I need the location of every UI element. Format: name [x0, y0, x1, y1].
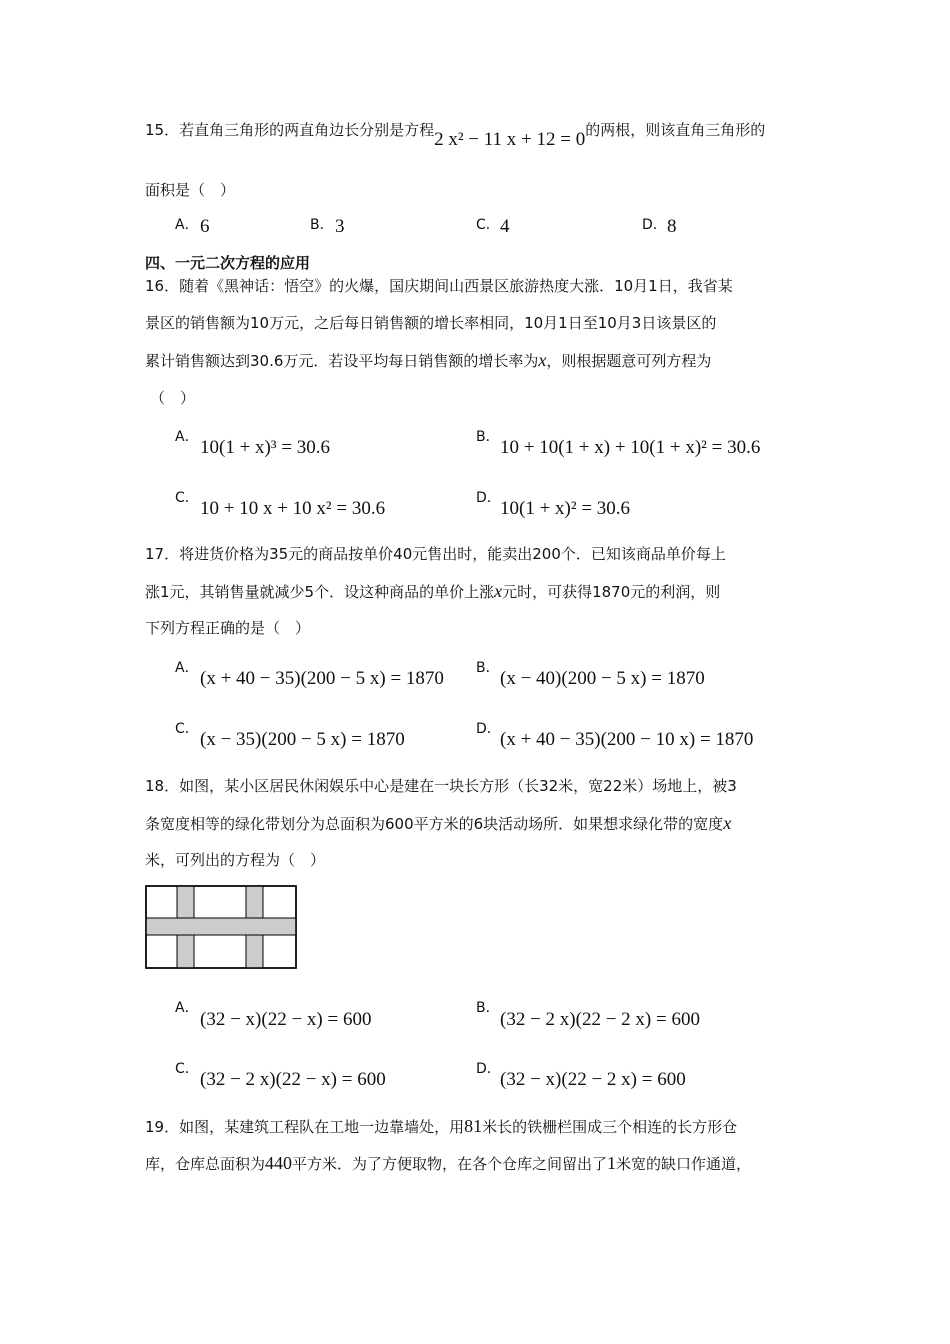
q18-option-b-label: B． [476, 1000, 500, 1016]
q19-line1-b: 米长的铁栅栏围成三个相连的长方形仓 [482, 1118, 738, 1136]
q16-option-c-label: C． [175, 490, 199, 506]
q17-line2-post: 元时，可获得1870元的利润，则 [502, 583, 721, 601]
q18-line1: 18．如图，某小区居民休闲娱乐中心是建在一块长方形（长32米，宽22米）场地上，被3 [145, 777, 737, 795]
q17-option-c-label: C． [175, 721, 199, 737]
q15-equation: 2 x² − 11 x + 12 = 0 [434, 129, 586, 150]
q16-line2: 景区的销售额为10万元，之后每日销售额的增长率相同，10月1日至10月3日该景区的 [145, 314, 717, 332]
q17-line3: 下列方程正确的是（ ） [145, 619, 311, 637]
q15-option-a-label: A． [175, 217, 199, 233]
q16-line3-pre: 累计销售额达到30.6万元．若设平均每日销售额的增长率为 [145, 352, 539, 370]
q19-line2 [145, 1153, 751, 1174]
q19-line2-b: 平方米．为了方便取物，在各个仓库之间留出了 [292, 1155, 608, 1173]
q15-line1 [145, 120, 766, 150]
q16-option-a-label: A． [175, 429, 199, 445]
q18-option-c-label: C． [175, 1061, 199, 1077]
q18-option-a-label: A． [175, 1000, 199, 1016]
q15-option-c-label: C． [476, 217, 500, 233]
q17-option-c: (x − 35)(200 − 5 x) = 1870 [200, 729, 405, 750]
q19-line1-a: 19．如图，某建筑工程队在工地一边靠墙处，用 [145, 1118, 465, 1136]
q18-variable-x: x [723, 813, 732, 833]
q18-option-c: (32 − 2 x)(22 − x) = 600 [200, 1069, 386, 1090]
q17-option-b: (x − 40)(200 − 5 x) = 1870 [500, 668, 705, 689]
q15-option-c: 4 [500, 216, 510, 237]
q15-line2: 面积是（ ） [145, 181, 236, 199]
green-belt-horizontal [146, 918, 296, 935]
q16-option-b-label: B． [476, 429, 500, 445]
q18-option-b: (32 − 2 x)(22 − 2 x) = 600 [500, 1009, 700, 1030]
q18-line3: 米，可列出的方程为（ ） [145, 851, 326, 869]
q17-variable-x: x [494, 581, 503, 601]
q15-line1-pre: 15．若直角三角形的两直角边长分别是方程 [145, 121, 435, 139]
q17-line2 [145, 581, 720, 602]
q18-option-d: (32 − x)(22 − 2 x) = 600 [500, 1069, 686, 1090]
q16-option-d-label: D． [476, 490, 501, 506]
q19-number-81: 81 [464, 1116, 483, 1136]
q16-line3-post: ，则根据题意可列方程为 [546, 352, 712, 370]
q17-line2-pre: 涨1元，其销售量就减少5个．设这种商品的单价上涨 [145, 583, 495, 601]
q16-option-a: 10(1 + x)³ = 30.6 [200, 437, 331, 458]
q17-option-a-label: A． [175, 660, 199, 676]
q17-option-d-label: D． [476, 721, 501, 737]
q17-option-b-label: B． [476, 660, 500, 676]
q16-line3 [145, 350, 711, 371]
q15-option-a: 6 [200, 216, 210, 237]
q18-figure [145, 885, 299, 971]
belt-crossing-2 [247, 919, 263, 935]
q19-line2-a: 库，仓库总面积为 [145, 1155, 266, 1173]
q16-option-b: 10 + 10(1 + x) + 10(1 + x)² = 30.6 [500, 437, 761, 458]
q18-option-a: (32 − x)(22 − x) = 600 [200, 1009, 372, 1030]
belt-crossing-1 [178, 919, 194, 935]
section-4-heading: 四、一元二次方程的应用 [145, 254, 311, 272]
q15-option-d: 8 [667, 216, 677, 237]
q18-line2 [145, 813, 731, 834]
q16-variable-x: x [538, 350, 547, 370]
q19-line1 [145, 1116, 737, 1137]
q17-line1: 17．将进货价格为35元的商品按单价40元售出时，能卖出200个．已知该商品单价每上 [145, 545, 726, 563]
q15-option-b-label: B． [310, 217, 334, 233]
q16-line4: （ ） [150, 389, 196, 407]
q16-option-c: 10 + 10 x + 10 x² = 30.6 [200, 498, 386, 519]
q17-option-d: (x + 40 − 35)(200 − 10 x) = 1870 [500, 729, 754, 750]
q15-line1-post: 的两根，则该直角三角形的 [585, 121, 766, 139]
q19-number-440: 440 [265, 1153, 293, 1173]
q19-line2-c: 米宽的缺口作通道， [616, 1155, 752, 1173]
q18-option-d-label: D． [476, 1061, 501, 1077]
q19-number-1: 1 [607, 1153, 617, 1173]
q16-line1: 16．随着《黑神话：悟空》的火爆，国庆期间山西景区旅游热度大涨．10月1日，我省某 [145, 277, 733, 295]
q15-option-b: 3 [335, 216, 345, 237]
q18-line2-pre: 条宽度相等的绿化带划分为总面积为600平方米的6块活动场所．如果想求绿化带的宽度 [145, 815, 724, 833]
q17-option-a: (x + 40 − 35)(200 − 5 x) = 1870 [200, 668, 444, 689]
q16-option-d: 10(1 + x)² = 30.6 [500, 498, 631, 519]
q15-option-d-label: D． [642, 217, 667, 233]
